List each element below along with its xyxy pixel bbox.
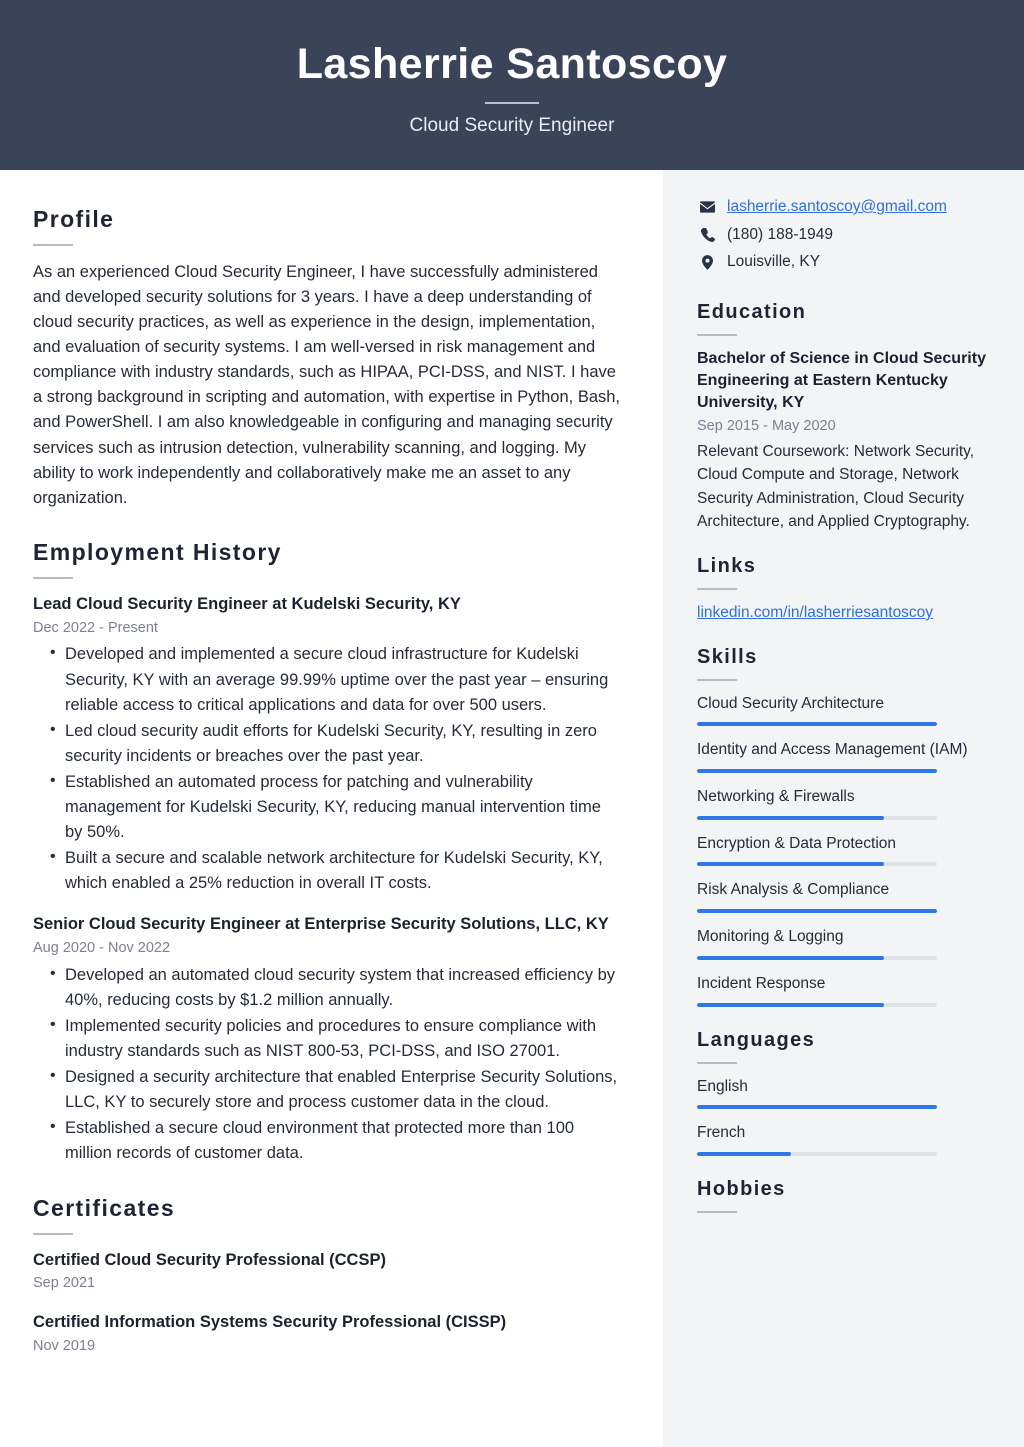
section-languages: [697, 1029, 994, 1156]
skill-item: [697, 693, 994, 727]
certificate-title: Certified Information Systems Security Professional (CISSP): [33, 1313, 507, 1332]
contact-location-row: [697, 251, 994, 273]
job-title: Lead Cloud Security Engineer at Kudelski Security, KY: [33, 594, 461, 613]
skill-item: [697, 879, 994, 913]
skill-bar-track: [697, 816, 937, 820]
section-links: [697, 555, 994, 624]
language-label: French: [697, 1124, 746, 1142]
skill-label: Networking & Firewalls: [697, 788, 855, 806]
links-divider: [697, 588, 737, 590]
main-column: [0, 170, 663, 1447]
language-bar-fill: [697, 1152, 791, 1156]
certificate-entry: [33, 1311, 621, 1358]
certificates-divider: [33, 1233, 73, 1235]
language-item: [697, 1122, 994, 1156]
section-hobbies: [697, 1178, 994, 1213]
language-bar-track: [697, 1105, 937, 1109]
education-degree: Bachelor of Science in Cloud Security Engineering at Eastern Kentucky University, KY: [697, 350, 986, 412]
certificate-entry: [33, 1249, 621, 1296]
language-bar-track: [697, 1152, 937, 1156]
skill-item: [697, 833, 994, 867]
job-title: Senior Cloud Security Engineer at Enterprise Security Solutions, LLC, KY: [33, 915, 609, 934]
skill-item: [697, 973, 994, 1007]
section-employment-history: [33, 539, 621, 1167]
section-certificates: [33, 1195, 621, 1358]
education-heading: Education: [697, 301, 807, 324]
contact-email[interactable]: lasherrie.santoscoy@gmail.com: [727, 198, 947, 215]
links-heading: Links: [697, 555, 757, 578]
contact-location: Louisville, KY: [727, 253, 821, 271]
link-linkedin[interactable]: linkedin.com/in/lasherriesantoscoy: [697, 604, 934, 622]
section-profile: [33, 206, 621, 511]
profile-text: As an experienced Cloud Security Engineer, I have successfully administered and developed security solutions for 3 years. I have a deep understanding of cloud security practices, as well as experience in the design, implementation, and evaluation of security systems. I am well-versed in risk management and compliance with industry standards, such as HIPAA, PCI-DSS, and NIST. I have a strong background in scripting and automation, with expertise in Python, Bash, and PowerShell. I am also knowledgeable in configuring and managing security services such as intrusion detection, vulnerability scanning, and logging. My ability to work independently and collaboratively make me an asset to any organization.: [33, 263, 621, 507]
language-label: English: [697, 1077, 748, 1095]
job-date: Aug 2020 - Nov 2022: [33, 940, 171, 957]
skills-divider: [697, 679, 737, 681]
skill-bar-track: [697, 769, 937, 773]
skill-label: Risk Analysis & Compliance: [697, 881, 890, 899]
education-description: Relevant Coursework: Network Security, Cloud Compute and Storage, Network Security Administration, Cloud Security Architecture, and Applied Cryptography.: [697, 443, 975, 530]
skill-bar-fill: [697, 816, 884, 820]
skill-label: Cloud Security Architecture: [697, 694, 884, 712]
skill-bar-track: [697, 909, 937, 913]
skill-bar-fill: [697, 909, 937, 913]
skill-bar-fill: [697, 769, 937, 773]
skill-item: [697, 926, 994, 960]
job-bullets: [33, 642, 621, 896]
skills-heading: Skills: [697, 645, 758, 668]
candidate-role: Cloud Security Engineer: [409, 114, 615, 136]
phone-icon: [697, 228, 718, 242]
hobbies-heading: Hobbies: [697, 1177, 786, 1200]
envelope-icon: [697, 201, 718, 213]
section-education: [697, 301, 994, 533]
skill-bar-track: [697, 1003, 937, 1007]
resume-header: [0, 0, 1024, 170]
certificate-date: Sep 2021: [33, 1275, 96, 1292]
skill-label: Encryption & Data Protection: [697, 834, 897, 852]
skill-item: [697, 786, 994, 820]
location-pin-icon: [697, 255, 718, 270]
skill-bar-fill: [697, 722, 937, 726]
job-bullet: • Built a secure and scalable network architecture for Kudelski Security, KY, which enabled a 25% reduction in overall IT costs.: [33, 846, 621, 896]
skill-label: Incident Response: [697, 974, 826, 992]
job-bullet: • Led cloud security audit efforts for Kudelski Security, KY, resulting in zero security incidents or breaches over the past year.: [33, 719, 621, 769]
skill-item: [697, 739, 994, 773]
certificate-title: Certified Cloud Security Professional (CCSP): [33, 1250, 386, 1269]
employment-heading: Employment History: [33, 538, 282, 565]
skill-bar-fill: [697, 862, 884, 866]
profile-heading: Profile: [33, 206, 115, 232]
hobbies-divider: [697, 1211, 737, 1213]
education-date: Sep 2015 - May 2020: [697, 418, 836, 435]
skill-bar-fill: [697, 1003, 884, 1007]
contact-phone-row: [697, 224, 994, 246]
job-entry: [33, 913, 621, 1166]
employment-divider: [33, 577, 73, 579]
education-divider: [697, 334, 737, 336]
header-divider: [485, 102, 539, 104]
candidate-name: Lasherrie Santoscoy: [296, 40, 728, 89]
section-skills: [697, 646, 994, 1007]
job-bullets: [33, 963, 621, 1167]
skill-bar-fill: [697, 956, 884, 960]
sidebar-column: [663, 170, 1024, 1447]
skill-label: Identity and Access Management (IAM): [697, 741, 968, 759]
certificates-heading: Certificates: [33, 1194, 176, 1221]
language-bar-fill: [697, 1105, 937, 1109]
job-bullet: • Developed and implemented a secure cloud infrastructure for Kudelski Security, KY with an average 99.99% uptime over the past year – ensuring reliable access to critical applications and data for over 500 users.: [33, 642, 621, 717]
languages-heading: Languages: [697, 1028, 816, 1051]
languages-divider: [697, 1062, 737, 1064]
job-bullet: • Developed an automated cloud security system that increased efficiency by 40%, reducing costs by $1.2 million annually.: [33, 963, 621, 1013]
job-bullet: • Established an automated process for patching and vulnerability management for Kudelski Security, KY, reducing manual intervention time by 50%.: [33, 770, 621, 845]
skill-label: Monitoring & Logging: [697, 928, 844, 946]
job-bullet: • Established a secure cloud environment that protected more than 100 million records of customer data.: [33, 1116, 621, 1166]
profile-divider: [33, 244, 73, 246]
job-bullet: • Designed a security architecture that enabled Enterprise Security Solutions, LLC, KY to securely store and process customer data in the cloud.: [33, 1065, 621, 1115]
language-item: [697, 1076, 994, 1110]
contact-email-row[interactable]: [697, 196, 994, 218]
contact-phone: (180) 188-1949: [727, 225, 833, 243]
certificate-date: Nov 2019: [33, 1338, 96, 1355]
contact-list: [697, 196, 994, 273]
job-entry: [33, 593, 621, 896]
skill-bar-track: [697, 722, 937, 726]
job-date: Dec 2022 - Present: [33, 619, 158, 636]
job-bullet: • Implemented security policies and procedures to ensure compliance with industry standards such as NIST 800-53, PCI-DSS, and ISO 27001.: [33, 1014, 621, 1064]
skill-bar-track: [697, 956, 937, 960]
resume-body: [0, 170, 1024, 1447]
skill-bar-track: [697, 862, 937, 866]
